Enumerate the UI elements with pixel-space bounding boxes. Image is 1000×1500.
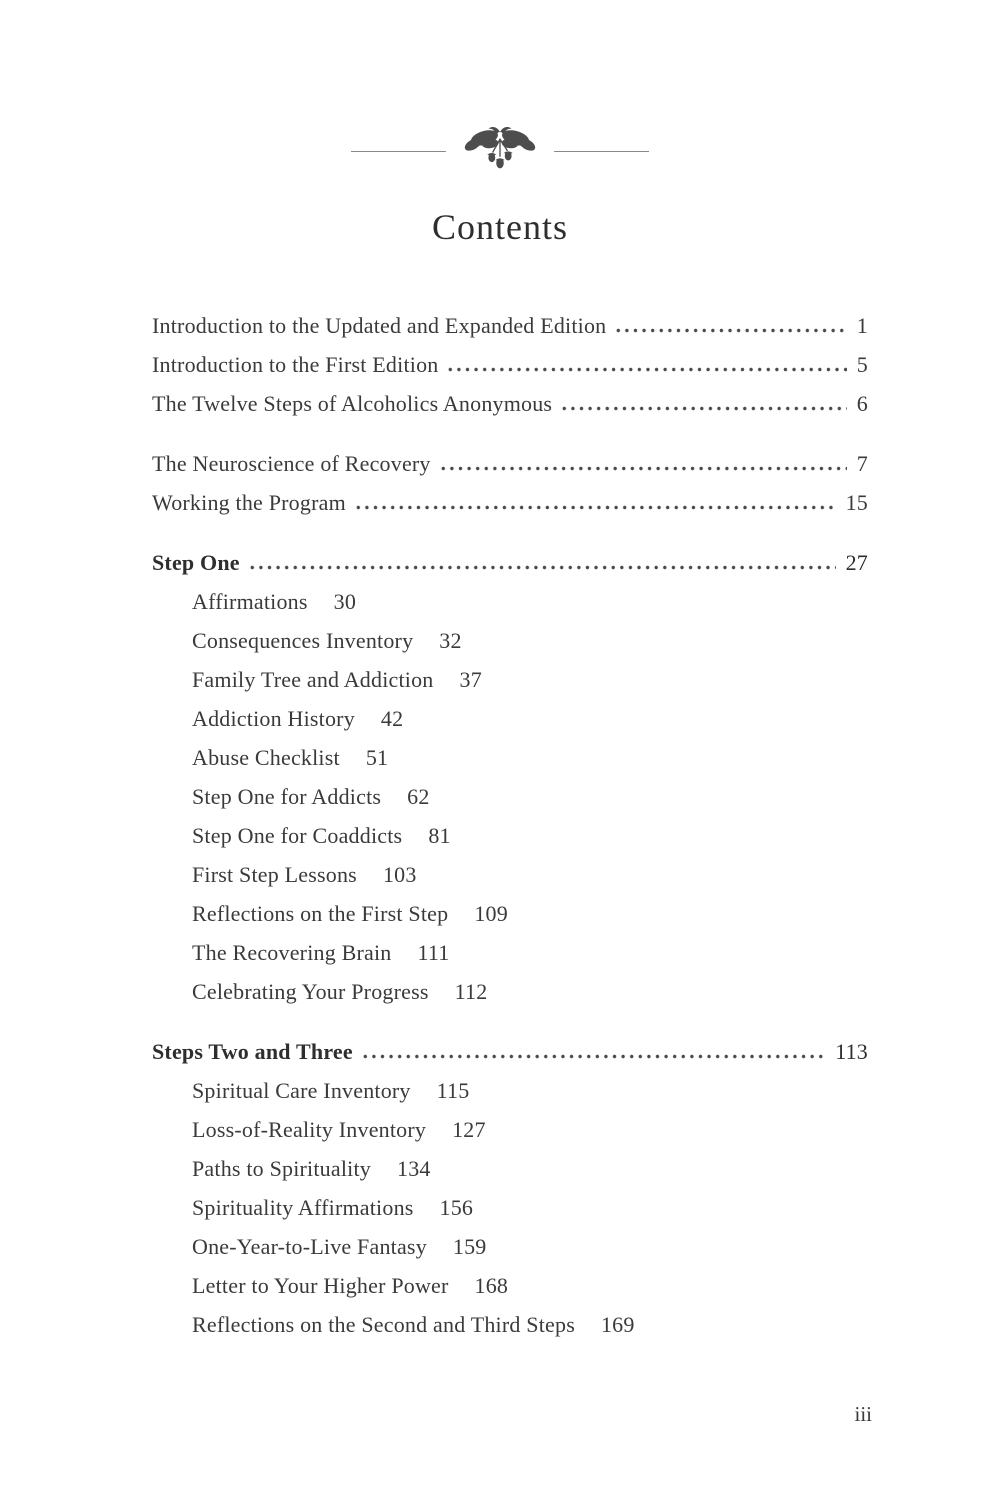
- dot-leader: [560, 384, 847, 423]
- toc-entry: [152, 1110, 868, 1149]
- toc-entry-page: 115: [436, 1078, 470, 1103]
- toc-entry-label: The Neuroscience of Recovery: [152, 451, 431, 476]
- toc-entry-page: 6: [856, 391, 868, 416]
- toc-entry-page: 159: [452, 1234, 487, 1259]
- toc-entry-page: 1: [856, 313, 868, 338]
- toc-entry-page: 51: [365, 745, 389, 770]
- toc-entry-page: 112: [454, 979, 488, 1004]
- toc-entry: [152, 1071, 868, 1110]
- toc-entry-label: The Twelve Steps of Alcoholics Anonymous: [152, 391, 553, 416]
- toc-entry-page: 113: [835, 1039, 868, 1064]
- toc-entry-page: 32: [439, 628, 462, 653]
- toc-entry: [152, 1032, 868, 1071]
- toc-entry: [152, 738, 868, 777]
- toc-entry-page: 109: [474, 901, 508, 926]
- toc-entry-page: 27: [845, 550, 868, 575]
- dot-leader: [248, 543, 836, 582]
- toc-group: [152, 306, 868, 423]
- toc-entry: [152, 543, 868, 582]
- toc-entry: [152, 621, 868, 660]
- toc-entry-label: Step One for Addicts: [192, 784, 382, 809]
- toc-entry: [152, 345, 868, 384]
- toc-entry: [152, 1305, 868, 1344]
- oak-leaf-acorn-ornament-icon: [459, 124, 541, 178]
- toc-entry-label: Introduction to the First Edition: [152, 352, 439, 377]
- toc-entry: [152, 1188, 868, 1227]
- toc-entry: [152, 1227, 868, 1266]
- toc-entry: [152, 582, 868, 621]
- toc-entry-label: Reflections on the First Step: [192, 901, 449, 926]
- toc-entry-page: 62: [407, 784, 430, 809]
- toc-entry: [152, 483, 868, 522]
- toc-entry-label: Affirmations: [192, 589, 308, 614]
- toc-entry-label: Working the Program: [152, 490, 346, 515]
- toc-entry-label: Paths to Spirituality: [192, 1156, 371, 1181]
- toc-entry-label: Step One: [152, 550, 240, 575]
- toc-entry-page: 169: [600, 1312, 635, 1337]
- folio-page-number: iii: [854, 1402, 872, 1426]
- toc-entry: [152, 1149, 868, 1188]
- toc-entry: [152, 660, 868, 699]
- toc-entry-page: 5: [856, 352, 868, 377]
- toc-entry-label: Letter to Your Higher Power: [192, 1273, 449, 1298]
- toc-entry: [152, 699, 868, 738]
- toc-entry-page: 156: [439, 1195, 474, 1220]
- toc-entry-label: Spirituality Affirmations: [192, 1195, 414, 1220]
- dot-leader: [361, 1032, 825, 1071]
- toc-entry: [152, 306, 868, 345]
- toc-entry-page: 7: [856, 451, 868, 476]
- toc-group: [152, 1032, 868, 1344]
- toc-entry-page: 15: [845, 490, 868, 515]
- toc-entry: [152, 816, 868, 855]
- toc-entry: [152, 384, 868, 423]
- toc-entry-label: Loss-of-Reality Inventory: [192, 1117, 427, 1142]
- toc-group: [152, 444, 868, 522]
- toc-entry: [152, 894, 868, 933]
- toc-entry-page: 30: [333, 589, 357, 614]
- toc-entry-page: 103: [382, 862, 417, 887]
- toc-entry-page: 81: [428, 823, 451, 848]
- toc-entry-label: Abuse Checklist: [192, 745, 340, 770]
- toc-entry-label: Celebrating Your Progress: [192, 979, 429, 1004]
- ornament-left-rule: [351, 151, 446, 152]
- toc-entry-label: Addiction History: [192, 706, 355, 731]
- toc-entry-page: 111: [417, 940, 450, 965]
- toc-entry: [152, 1266, 868, 1305]
- toc-entry-page: 37: [459, 667, 482, 692]
- toc-entry-label: Step One for Coaddicts: [192, 823, 403, 848]
- page-title: Contents: [431, 207, 568, 247]
- toc-entry-page: 134: [397, 1156, 431, 1181]
- toc-group: [152, 543, 868, 1011]
- header-ornament: [0, 124, 1000, 178]
- toc-entry-label: Consequences Inventory: [192, 628, 414, 653]
- toc-entry-label: First Step Lessons: [192, 862, 357, 887]
- toc-entry: [152, 972, 868, 1011]
- toc-entry-label: Introduction to the Updated and Expanded Edition: [152, 313, 607, 338]
- toc-entry-label: Family Tree and Addiction: [192, 667, 434, 692]
- dot-leader: [439, 444, 847, 483]
- toc-entry-label: The Recovering Brain: [192, 940, 392, 965]
- toc-entry-page: 168: [474, 1273, 509, 1298]
- toc-entry: [152, 444, 868, 483]
- dot-leader: [614, 306, 846, 345]
- toc-entry-label: One-Year-to-Live Fantasy: [192, 1234, 427, 1259]
- toc-entry-page: 42: [380, 706, 404, 731]
- toc-entry-label: Reflections on the Second and Third Steps: [192, 1312, 575, 1337]
- toc-entry-label: Spiritual Care Inventory: [192, 1078, 411, 1103]
- toc-entry-label: Steps Two and Three: [152, 1039, 353, 1064]
- toc-entry-page: 127: [452, 1117, 486, 1142]
- toc-entry: [152, 777, 868, 816]
- table-of-contents: [152, 306, 868, 1344]
- dot-leader: [354, 483, 836, 522]
- ornament-right-rule: [554, 151, 649, 152]
- dot-leader: [446, 345, 846, 384]
- toc-entry: [152, 855, 868, 894]
- toc-entry: [152, 933, 868, 972]
